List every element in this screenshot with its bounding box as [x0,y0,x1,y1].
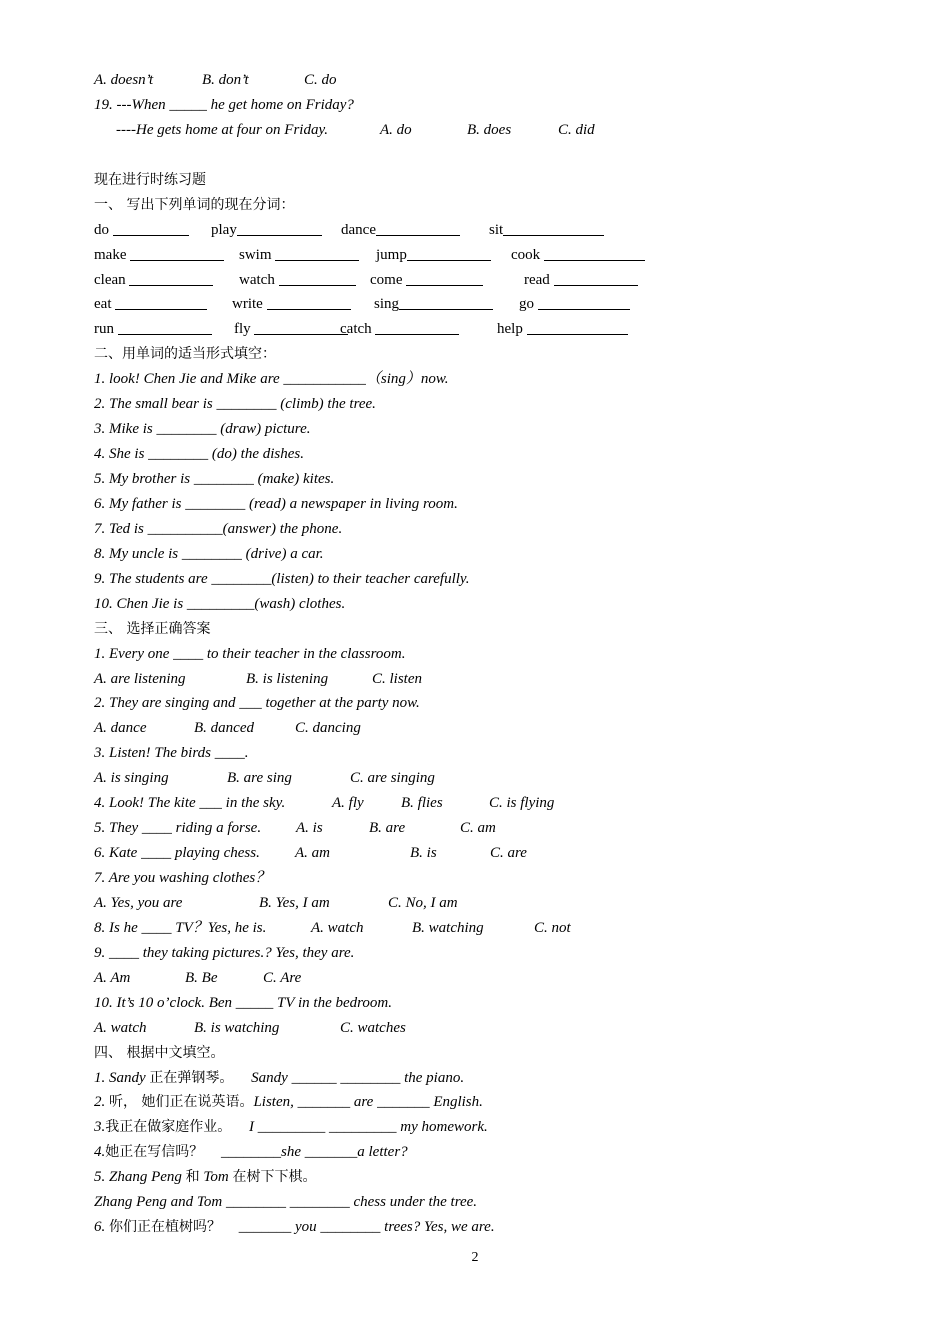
mc-options: A. watch B. is watching C. watches [94,1019,406,1036]
mc-options: A. Am B. Be C. Are [94,969,302,986]
fill-item: 9. The students are ________(listen) to their teacher carefully. [94,570,470,587]
q18-options: A. doesn’t B. don’t C. do [94,72,337,88]
page-number: 2 [471,1250,479,1265]
mc-question-inline: 4. Look! The kite ___ in the sky. A. fly B. flies C. is flying [94,795,555,812]
fill-item: 8. My uncle is ________ (drive) a car. [94,545,324,562]
mc-question: 9. ____ they taking pictures.? Yes, they are. [94,944,355,961]
section1-heading: 一、 写出下列单词的现在分词： [94,196,295,213]
mc-options: A. dance B. danced C. dancing [94,720,361,737]
fill-item: 7. Ted is __________(answer) the phone. [94,520,343,537]
translation-item-answer: Zhang Peng and Tom ________ ________ chess under the tree. [94,1194,478,1211]
mc-question-inline: 8. Is he ____ TV？Yes, he is. A. watch B. watching C. not [94,919,571,936]
mc-question-inline: 6. Kate ____ playing chess. A. am B. is C. are [94,845,527,862]
fill-item: 1. look! Chen Jie and Mike are ___________（sing）now. [94,371,449,388]
fill-item: 3. Mike is ________ (draw) picture. [94,421,311,438]
translation-item: 4.她正在写信吗？ ________she _______a letter? [94,1144,408,1161]
section4-heading: 四、 根据中文填空。 [94,1044,225,1061]
mc-question: 10. It’s 10 o’clock. Ben _____ TV in the bedroom. [94,994,393,1011]
section3-heading: 三、 选择正确答案 [94,620,211,637]
mc-question: 7. Are you washing clothes？ [94,870,271,886]
fill-item: 10. Chen Jie is _________(wash) clothes. [94,595,346,612]
fill-item: 6. My father is ________ (read) a newspaper in living room. [94,495,458,512]
mc-options: A. are listening B. is listening C. listen [94,670,423,687]
worksheet-title: 现在进行时练习题 [94,171,206,188]
mc-options: A. is singing B. are sing C. are singing [94,770,435,787]
fill-item: 4. She is ________ (do) the dishes. [94,446,304,463]
word-row: make swim jump cook [94,243,894,268]
section2-heading: 二、用单词的适当形式填空： [94,346,276,363]
word-row: do play dance sit [94,218,894,243]
q19-question: 19. ---When _____ he get home on Friday? [94,96,354,113]
word-row: eat write sing go [94,292,894,317]
fill-item: 2. The small bear is ________ (climb) the tree. [94,396,376,413]
fill-item: 5. My brother is ________ (make) kites. [94,471,335,487]
mc-question: 3. Listen! The birds ____. [94,745,249,762]
translation-item: 3.我正在做家庭作业。 I _________ _________ my homework. [94,1119,488,1136]
mc-question: 1. Every one ____ to their teacher in the classroom. [94,645,406,662]
word-row: clean watch come read [94,268,894,293]
mc-question: 2. They are singing and ___ together at the party now. [94,695,420,712]
word-row: run fly catch help [94,317,894,342]
translation-item: 6. 你们正在植树吗？ _______ you ________ trees? Yes, we are. [94,1219,495,1236]
worksheet-page [94,68,894,1240]
translation-item: 5. Zhang Peng 和 Tom 在树下下棋。 [94,1169,317,1186]
mc-question-inline: 5. They ____ riding a forse. A. is B. are C. am [94,820,496,837]
mc-options: A. Yes, you are B. Yes, I am C. No, I am [94,894,458,911]
translation-item: 2. 听， 她们正在说英语。Listen, _______ are _______ English. [94,1094,483,1111]
translation-item: 1. Sandy 正在弹钢琴。 Sandy ______ ________ the piano. [94,1069,465,1086]
q19-answer-line: ----He gets home at four on Friday. A. do B. does C. did [116,121,595,138]
